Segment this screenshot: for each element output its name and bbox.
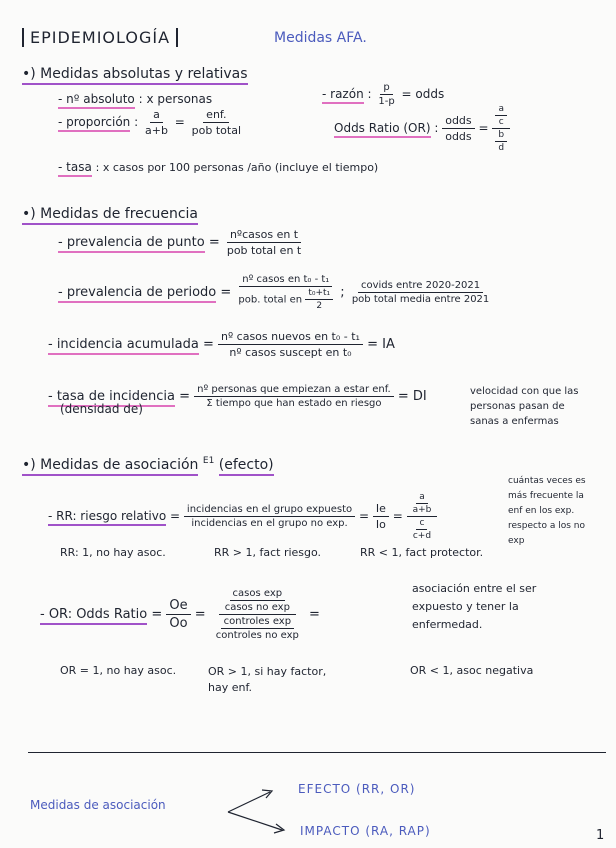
proporcion-label: - proporción bbox=[58, 115, 130, 132]
prev-periodo-label: - prevalencia de periodo bbox=[58, 285, 216, 303]
or-block: - OR: Odds Ratio = $\frac{Oe}{Oo}$ = $\frac{\frac{\text{casos exp}}{\text{casos no exp}}}{\frac{\text{controles exp}}{\text{controles no exp}}}$ = bbox=[40, 588, 320, 641]
section3-heading-sup: E1 bbox=[202, 456, 215, 466]
incidencia-acumulada: - incidencia acumulada = $\frac{\text{nº casos nuevos en t₀ - t₁}}{\text{nº casos suscept en t₀}}$ = IA bbox=[48, 330, 395, 359]
rr-ie-io: $\frac{Ie}{Io}$ bbox=[373, 502, 389, 531]
inc-acum-label: - incidencia acumulada bbox=[48, 337, 199, 355]
section3-heading-paren: (efecto) bbox=[219, 457, 274, 476]
or-case-3: OR < 1, asoc negativa bbox=[410, 664, 534, 677]
inc-acum-fraction: $\frac{\text{nº casos nuevos en t₀ - t₁}}{\text{nº casos suscept en t₀}}$ bbox=[218, 330, 363, 359]
rr: - RR: riesgo relativo = $\frac{\text{incidencias en el grupo expuesto}}{\text{incidencias en el grupo no exp.}}$ = $\frac{Ie}{Io}$ = $\frac{\frac{a}{a+b}}{\frac{c}{c+d}}$ bbox=[48, 492, 437, 541]
page-number: 1 bbox=[596, 828, 605, 843]
razon-fraction: $\frac{p}{1-p}$ bbox=[378, 82, 395, 107]
or-label-2: - OR: Odds Ratio bbox=[40, 607, 147, 625]
tasa-inc-abbr: = DI bbox=[397, 389, 427, 404]
tasa-incidencia: - tasa de incidencia = $\frac{\text{nº personas que empiezan a estar enf.}}{\text{Σ tiempo que han estado en riesgo}}$ = DI bbox=[48, 384, 427, 409]
rr-label: - RR: riesgo relativo bbox=[48, 509, 166, 526]
prev-punto-fraction: $\frac{\text{nºcasos en t}}{\text{pob total en t}}$ bbox=[226, 228, 302, 257]
section2-heading: •) Medidas de frecuencia bbox=[22, 206, 198, 225]
prevalencia-periodo: - prevalencia de periodo = nº casos en t₀ - t₁ pob. total en $\frac{\text{t₀+t₁}}{2}$ ; $\frac{\text{covids entre 2020-2021}}{\text{pob total media entre 2021}}$ bbox=[58, 274, 492, 311]
branch-efecto: EFECTO (RR, OR) bbox=[298, 782, 416, 796]
inc-acum-abbr: = IA bbox=[367, 337, 395, 352]
tasa-inc-label: - tasa de incidencia bbox=[48, 389, 175, 407]
odds-ratio: Odds Ratio (OR) : $\frac{\text{odds}}{\text{odds}}$ = $\frac{\frac{a}{c}}{\frac{b}{d}}$ bbox=[334, 104, 510, 153]
tasa-label: - tasa bbox=[58, 160, 92, 177]
tasa-text: : x casos por 100 personas /año (incluye el tiempo) bbox=[95, 161, 379, 174]
tasa-inc-fraction: $\frac{\text{nº personas que empiezan a estar enf.}}{\text{Σ tiempo que han estado en riesgo}}$ bbox=[194, 384, 394, 409]
rr-note: cuántas veces es más frecuente la enf en los exp. respecto a los no exp bbox=[508, 476, 586, 546]
rr-abcd: $\frac{\frac{a}{a+b}}{\frac{c}{c+d}}$ bbox=[407, 492, 438, 541]
rr-case-1: RR: 1, no hay asoc. bbox=[60, 546, 166, 559]
prev-punto-label: - prevalencia de punto bbox=[58, 235, 205, 253]
or-note: asociación entre el ser expuesto y tener la enfermedad. bbox=[412, 582, 537, 631]
proporcion: - proporción : $\frac{a}{a+b}$ = $\frac{\text{enf.}}{\text{pob total}}$ bbox=[58, 108, 244, 137]
section3-heading: •) Medidas de asociación $^{E1}$ (efecto) bbox=[22, 456, 274, 473]
proporcion-fraction-2: $\frac{\text{enf.}}{\text{pob total}}$ bbox=[191, 108, 242, 137]
prev-periodo-example: $\frac{\text{covids entre 2020-2021}}{\text{pob total media entre 2021}}$ bbox=[351, 280, 490, 305]
page-subtitle: Medidas AFA. bbox=[274, 30, 367, 46]
n-absoluto-text: : x personas bbox=[138, 92, 213, 106]
prev-periodo-fraction: nº casos en t₀ - t₁ pob. total en $\frac{\text{t₀+t₁}}{2}$ bbox=[235, 274, 336, 311]
or-odds-fraction: $\frac{\text{odds}}{\text{odds}}$ bbox=[442, 114, 474, 143]
razon-text: = odds bbox=[401, 87, 445, 101]
prevalencia-punto: - prevalencia de punto = $\frac{\text{nºcasos en t}}{\text{pob total en t}}$ bbox=[58, 228, 304, 257]
proporcion-fraction: $\frac{a}{a+b}$ bbox=[144, 108, 168, 137]
section1-heading: •) Medidas absolutas y relativas bbox=[22, 66, 248, 85]
page-title: EPIDEMIOLOGÍA bbox=[22, 28, 178, 47]
n-absoluto-label: - nº absoluto bbox=[58, 92, 135, 109]
or-big-fraction: $\frac{\frac{\text{casos exp}}{\text{casos no exp}}}{\frac{\text{controles exp}}{\text{controles no exp}}}$ bbox=[215, 588, 299, 641]
or-case-1: OR = 1, no hay asoc. bbox=[60, 664, 177, 677]
tasa-inc-note: velocidad con que las personas pasan de sanas a enfermas bbox=[470, 386, 579, 427]
or-oe-oo: $\frac{Oe}{Oo}$ bbox=[166, 598, 190, 631]
branch-impacto: IMPACTO (RA, RAP) bbox=[300, 824, 431, 838]
rr-case-2: RR > 1, fact riesgo. bbox=[214, 546, 322, 559]
razon-label: - razón bbox=[322, 87, 364, 104]
tasa-inc-sub: (densidad de) bbox=[60, 402, 143, 416]
or-abcd-fraction: $\frac{\frac{a}{c}}{\frac{b}{d}}$ bbox=[492, 104, 510, 153]
or-case-2: OR > 1, si hay factor, hay enf. bbox=[208, 665, 327, 694]
rr-case-3: RR < 1, fact protector. bbox=[360, 546, 484, 559]
or-label: Odds Ratio (OR) bbox=[334, 121, 431, 138]
footer-label: Medidas de asociación bbox=[30, 798, 166, 812]
rr-fraction: $\frac{\text{incidencias en el grupo expuesto}}{\text{incidencias en el grupo no exp.}}$ bbox=[184, 504, 355, 529]
razon: - razón : $\frac{p}{1-p}$ = odds bbox=[322, 82, 445, 107]
